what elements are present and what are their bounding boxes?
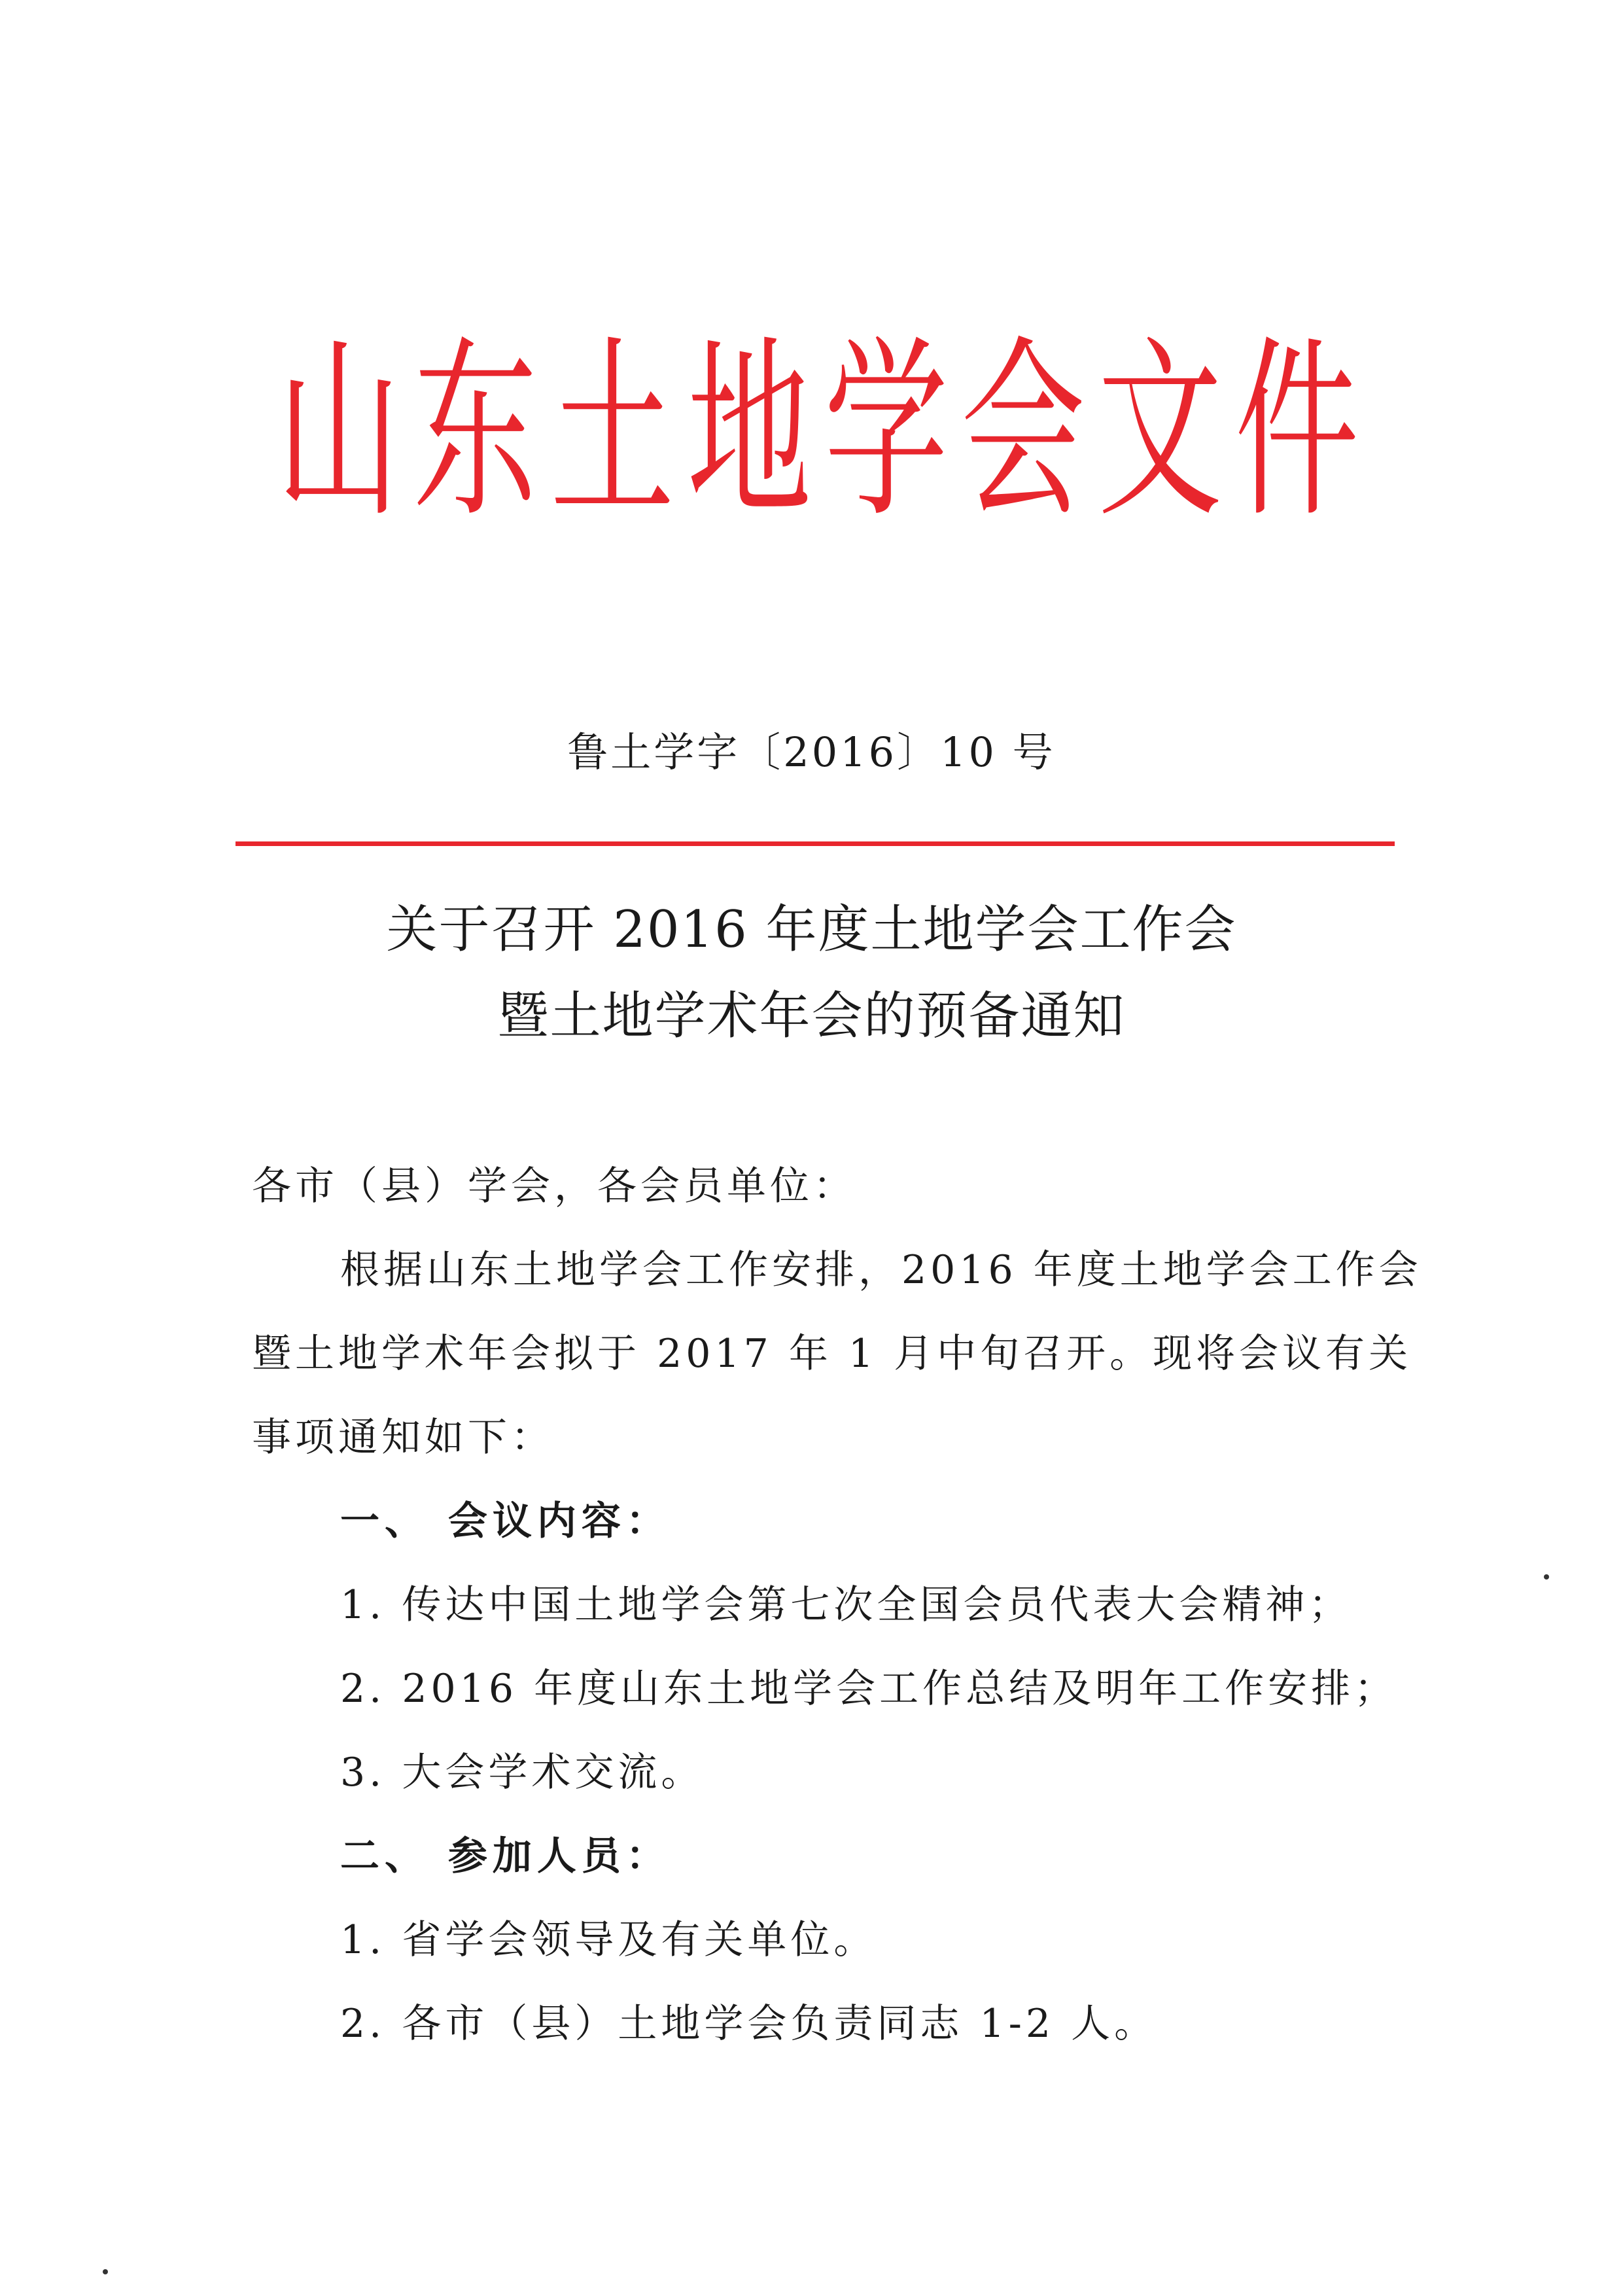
document-number: 鲁土学字〔2016〕10 号 [567, 728, 1056, 776]
section-1-item: 2. 2016 年度山东土地学会工作总结及明年工作安排； [340, 1666, 1398, 1712]
red-divider-rule [236, 841, 1395, 846]
masthead-char: 文 [1098, 319, 1223, 544]
scan-speck [103, 2269, 108, 2274]
section-2-item: 1. 省学会领导及有关单位。 [340, 1917, 877, 1963]
notice-title-line-2: 暨土地学术年会的预备通知 [497, 987, 1126, 1046]
scan-speck [1544, 1574, 1549, 1580]
section-2-item: 2. 各市（县）土地学会负责同志 1-2 人。 [340, 2001, 1158, 2047]
intro-line-3: 事项通知如下： [252, 1415, 554, 1460]
masthead-char: 土 [550, 319, 675, 544]
section-1-heading: 一、 会议内容： [340, 1498, 671, 1544]
intro-line-2: 暨土地学术年会拟于 2017 年 1 月中旬召开。现将会议有关 [252, 1331, 1412, 1377]
masthead-title [275, 314, 1361, 550]
section-1-item: 1. 传达中国土地学会第七次全国会员代表大会精神； [340, 1582, 1352, 1628]
notice-title-line-1: 关于召开 2016 年度土地学会工作会 [386, 900, 1237, 959]
intro-line-1: 根据山东土地学会工作安排，2016 年度土地学会工作会 [340, 1247, 1422, 1293]
masthead-char: 东 [413, 319, 538, 544]
section-1-item: 3. 大会学术交流。 [340, 1750, 705, 1795]
section-2-heading: 二、 参加人员： [340, 1833, 671, 1879]
masthead-char: 件 [1234, 319, 1359, 544]
salutation: 各市（县）学会，各会员单位： [252, 1163, 856, 1209]
masthead-char: 地 [687, 319, 812, 544]
masthead-char: 山 [276, 319, 401, 544]
masthead-char: 会 [960, 319, 1085, 544]
masthead-char: 学 [824, 319, 949, 544]
